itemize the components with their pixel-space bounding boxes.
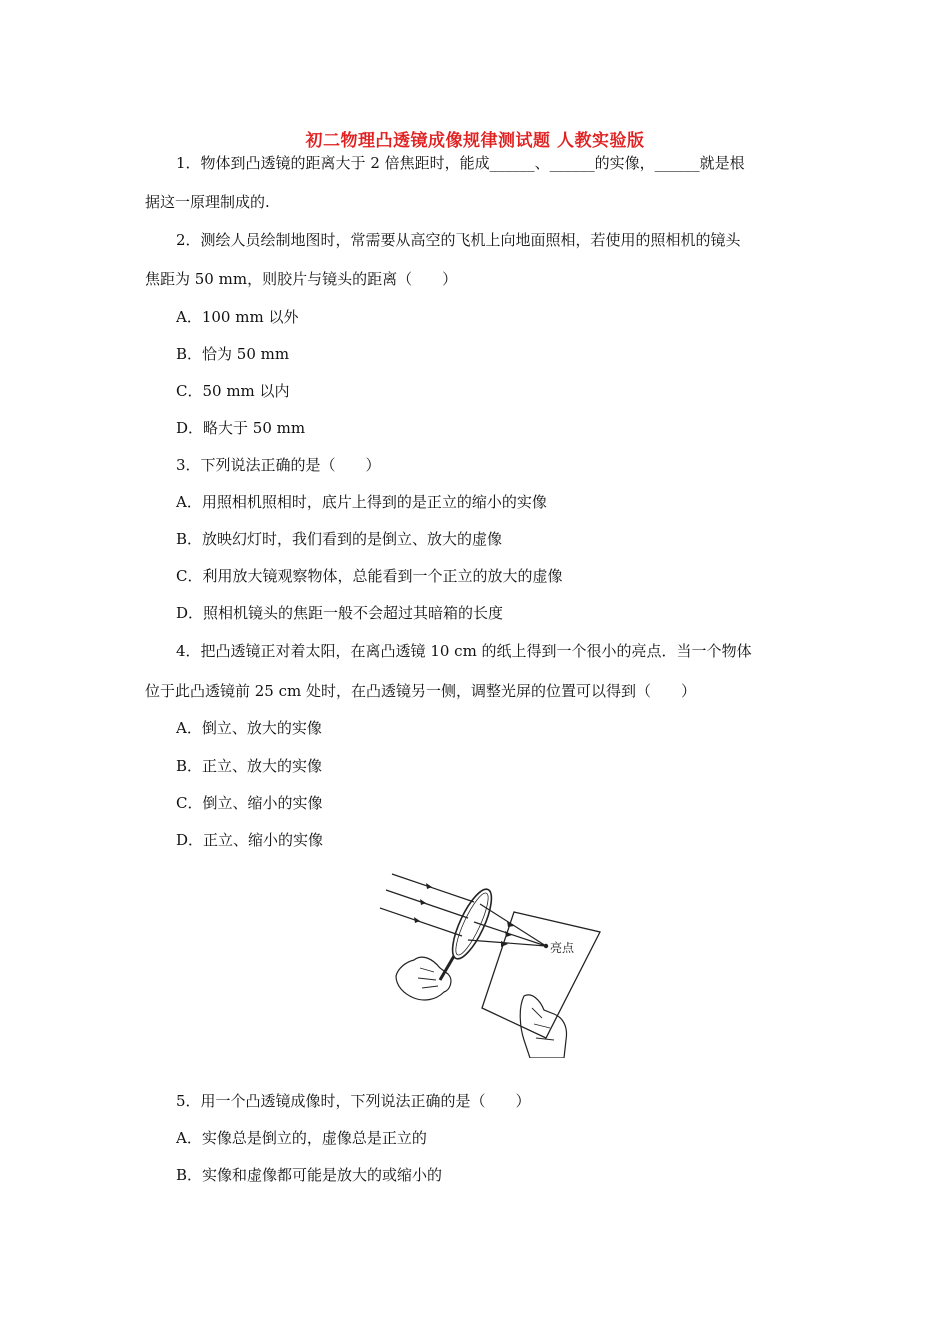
question-3-line-1: 3．下列说法正确的是（ ） xyxy=(176,456,381,474)
question-4-line-1: 4．把凸透镜正对着太阳，在离凸透镜 10 cm 的纸上得到一个很小的亮点．当一个物体 xyxy=(176,642,752,660)
question-2-option-d: D．略大于 50 mm xyxy=(176,419,306,437)
question-4-option-d: D．正立、缩小的实像 xyxy=(176,831,324,849)
left-hand-fingers xyxy=(418,968,438,988)
question-2-option-c: C．50 mm 以内 xyxy=(176,382,290,400)
ray-arrowhead-3 xyxy=(414,917,420,923)
bright-spot-dot xyxy=(544,944,548,948)
ray-arrowhead-2 xyxy=(420,899,426,905)
converging-ray-3 xyxy=(468,940,546,946)
question-5-option-a: A．实像总是倒立的，虚像总是正立的 xyxy=(176,1129,427,1147)
question-5-option-b: B．实像和虚像都可能是放大的或缩小的 xyxy=(176,1166,443,1184)
question-1-line-2: 据这一原理制成的. xyxy=(145,193,270,211)
question-4-option-b: B．正立、放大的实像 xyxy=(176,757,323,775)
question-2-option-a: A．100 mm 以外 xyxy=(176,308,299,326)
convex-lens xyxy=(445,884,499,963)
lens-handle xyxy=(440,956,454,980)
bright-spot-label: 亮点 xyxy=(550,941,575,955)
question-4-option-c: C．倒立、缩小的实像 xyxy=(176,794,323,812)
incoming-ray-1 xyxy=(392,874,474,902)
document-title: 初二物理凸透镜成像规律测试题 人教实验版 xyxy=(305,131,645,151)
question-5-line-1: 5．用一个凸透镜成像时，下列说法正确的是（ ） xyxy=(176,1092,531,1110)
question-1-line-1: 1．物体到凸透镜的距离大于 2 倍焦距时，能成______、______的实像，______就是根 xyxy=(176,154,745,172)
ray-arrowhead-1 xyxy=(426,883,432,889)
question-3-option-c: C．利用放大镜观察物体，总能看到一个正立的放大的虚像 xyxy=(176,567,563,585)
question-3-option-a: A．用照相机照相时，底片上得到的是正立的缩小的实像 xyxy=(176,493,547,511)
question-3-option-d: D．照相机镜头的焦距一般不会超过其暗箱的长度 xyxy=(176,604,504,622)
question-4-line-2: 位于此凸透镜前 25 cm 处时，在凸透镜另一侧，调整光屏的位置可以得到（ ） xyxy=(145,682,697,700)
lens-focus-figure xyxy=(374,868,606,1058)
question-2-option-b: B．恰为 50 mm xyxy=(176,345,290,363)
question-2-line-2: 焦距为 50 mm，则胶片与镜头的距离（ ） xyxy=(145,270,458,288)
question-4-option-a: A．倒立、放大的实像 xyxy=(176,719,322,737)
question-3-option-b: B．放映幻灯时，我们看到的是倒立、放大的虚像 xyxy=(176,530,503,548)
lens-focus-illustration xyxy=(374,868,606,1058)
question-2-line-1: 2．测绘人员绘制地图时，常需要从高空的飞机上向地面照相，若使用的照相机的镜头 xyxy=(176,231,741,249)
